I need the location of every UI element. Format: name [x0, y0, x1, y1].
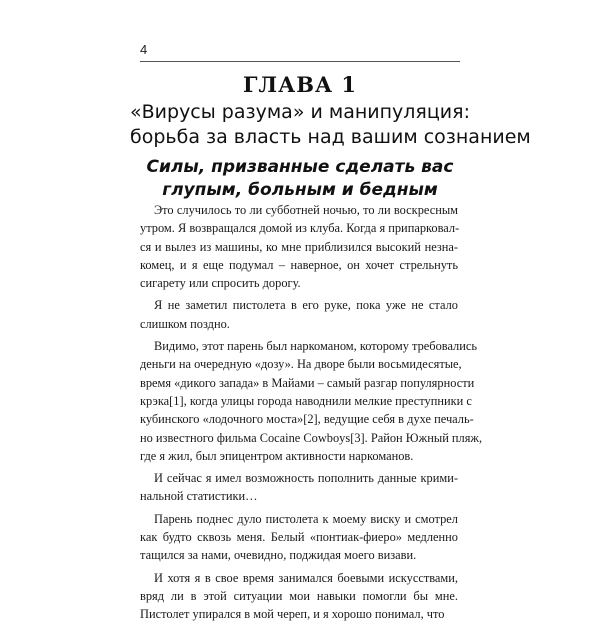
- text-line: Я не заметил пистолета в его руке, пока уже не стало: [154, 298, 458, 313]
- text-line: слишком поздно.: [140, 316, 230, 331]
- paragraph: [140, 510, 458, 565]
- text-line: И сейчас я имел возможность пополнить данные крими-: [154, 471, 458, 486]
- text-line: деньги на очередную «дозу». На дворе были восьмидесятые,: [140, 357, 462, 372]
- text-line: тащился за нами, очевидно, поджидая моего визави.: [140, 548, 417, 563]
- text-line: крэка[1], когда улицы города наводнили мелкие преступники с: [140, 393, 472, 408]
- page-number: 4: [140, 42, 148, 57]
- text-line: И хотя я в свое время занимался боевыми искусствами,: [154, 570, 458, 585]
- text-line: Пистолет упирался в мой череп, и я хорошо понимал, что: [140, 607, 445, 622]
- text-line: где я жил, был эпицентром активности наркоманов.: [140, 448, 414, 463]
- text-line: Видимо, этот парень был наркоманом, которому требовались: [154, 339, 478, 354]
- text-line: комец, и я еще подумал – наверное, он хочет стрельнуть: [140, 257, 458, 272]
- text-line: время «дикого запада» в Майами – самый разгар популярности: [140, 375, 475, 390]
- section-heading-line: Силы, призванные сделать вас: [146, 157, 454, 177]
- paragraph: [140, 296, 458, 333]
- paragraph: [140, 337, 483, 465]
- text-line: ся и вылез из машины, ко мне приблизился высокий незна-: [140, 239, 458, 254]
- body-text: [140, 201, 483, 624]
- text-line: сигарету или спросить дорогу.: [140, 276, 301, 291]
- text-line: утром. Я возвращался домой из клуба. Когда я припарковал-: [140, 221, 460, 236]
- chapter-subtitle-line: борьба за власть над вашим сознанием: [130, 126, 531, 148]
- chapter-subtitle: [130, 100, 531, 150]
- chapter-title: ГЛАВА 1: [243, 72, 357, 97]
- text-line: вряд ли в этой ситуации мои навыки помогли бы мне.: [140, 588, 458, 603]
- paragraph: [140, 569, 458, 624]
- section-heading: [130, 156, 470, 202]
- chapter-subtitle-line: «Вирусы разума» и манипуляция:: [130, 101, 470, 123]
- text-line: кубинского «лодочного моста»[2], ведущие себя в духе печаль-: [140, 412, 474, 427]
- paragraph: [140, 201, 458, 292]
- text-line: Парень поднес дуло пистолета к моему виску и смотрел: [154, 511, 458, 526]
- text-line: нальной статистики…: [140, 489, 258, 504]
- text-line: но известного фильма Cocaine Cowboys[3]. Район Южный пляж,: [140, 430, 483, 445]
- header-rule: [140, 61, 460, 62]
- paragraph: [140, 469, 458, 506]
- text-line: Это случилось то ли субботней ночью, то ли воскресным: [154, 203, 458, 217]
- text-line: как будто сквозь меня. Белый «понтиак-фиеро» медленно: [140, 530, 458, 545]
- section-heading-line: глупым, больным и бедным: [162, 180, 438, 200]
